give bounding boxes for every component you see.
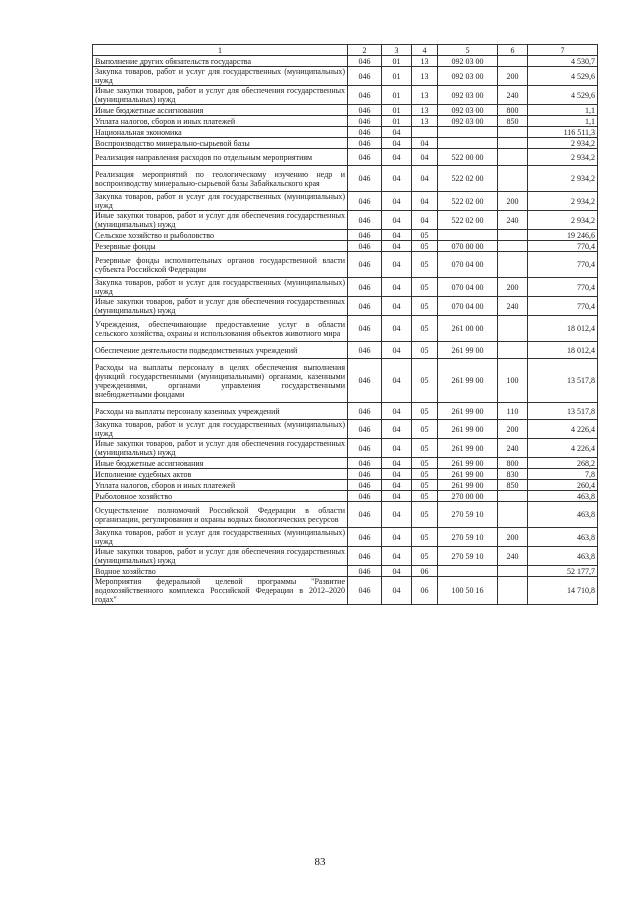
cell-pr: 04 (412, 149, 438, 166)
cell-sum: 770,4 (528, 297, 598, 316)
cell-csr: 092 03 00 (438, 56, 498, 67)
cell-vr: 240 (498, 211, 528, 230)
cell-ved: 046 (348, 138, 382, 149)
cell-csr: 522 02 00 (438, 166, 498, 192)
cell-pr: 05 (412, 359, 438, 403)
cell-pr: 05 (412, 403, 438, 420)
cell-name: Иные бюджетные ассигнования (93, 105, 348, 116)
cell-csr: 261 99 00 (438, 359, 498, 403)
cell-name: Расходы на выплаты персоналу в целях обеспечения выполнения функций государственными (муниципальными) органами, казенными учреждениями, органами управления государственными внебюджетными фондами (93, 359, 348, 403)
cell-name: Иные закупки товаров, работ и услуг для обеспечения государственных (муниципальных) нужд (93, 86, 348, 105)
cell-csr: 100 50 16 (438, 577, 498, 605)
cell-name: Иные закупки товаров, работ и услуг для обеспечения государственных (муниципальных) нужд (93, 211, 348, 230)
cell-vr: 240 (498, 297, 528, 316)
cell-pr: 05 (412, 241, 438, 252)
cell-name: Сельское хозяйство и рыболовство (93, 230, 348, 241)
cell-pr: 05 (412, 278, 438, 297)
cell-name: Рыболовное хозяйство (93, 491, 348, 502)
cell-csr (438, 230, 498, 241)
cell-pr: 05 (412, 252, 438, 278)
cell-sum: 4 226,4 (528, 439, 598, 458)
cell-pr: 05 (412, 342, 438, 359)
cell-pr: 05 (412, 458, 438, 469)
cell-name: Иные бюджетные ассигнования (93, 458, 348, 469)
cell-pr: 05 (412, 297, 438, 316)
cell-vr: 240 (498, 439, 528, 458)
cell-vr (498, 138, 528, 149)
cell-name: Национальная экономика (93, 127, 348, 138)
table-row (93, 252, 598, 278)
table-row (93, 230, 598, 241)
cell-sum: 4 530,7 (528, 56, 598, 67)
cell-vr: 850 (498, 480, 528, 491)
cell-ved: 046 (348, 86, 382, 105)
cell-pr: 06 (412, 566, 438, 577)
cell-pr: 13 (412, 86, 438, 105)
cell-rz: 04 (382, 566, 412, 577)
cell-ved: 046 (348, 480, 382, 491)
cell-name: Обеспечение деятельности подведомственных учреждений (93, 342, 348, 359)
cell-ved: 046 (348, 192, 382, 211)
cell-sum: 2 934,2 (528, 166, 598, 192)
cell-rz: 04 (382, 241, 412, 252)
cell-ved: 046 (348, 241, 382, 252)
cell-vr (498, 241, 528, 252)
cell-csr: 522 02 00 (438, 211, 498, 230)
table-row (93, 403, 598, 420)
cell-csr: 261 99 00 (438, 469, 498, 480)
cell-rz: 04 (382, 149, 412, 166)
cell-csr: 261 99 00 (438, 342, 498, 359)
cell-vr (498, 56, 528, 67)
cell-vr: 800 (498, 458, 528, 469)
cell-csr: 070 04 00 (438, 278, 498, 297)
table-row (93, 211, 598, 230)
cell-csr: 522 02 00 (438, 192, 498, 211)
cell-pr: 13 (412, 116, 438, 127)
cell-sum: 18 012,4 (528, 316, 598, 342)
cell-sum: 4 226,4 (528, 420, 598, 439)
page-number: 83 (314, 856, 326, 868)
cell-name: Выполнение других обязательств государства (93, 56, 348, 67)
cell-rz: 04 (382, 297, 412, 316)
cell-csr: 092 03 00 (438, 105, 498, 116)
cell-ved: 046 (348, 491, 382, 502)
cell-csr: 261 99 00 (438, 480, 498, 491)
cell-ved: 046 (348, 127, 382, 138)
table-row (93, 116, 598, 127)
cell-pr: 05 (412, 480, 438, 491)
cell-sum: 18 012,4 (528, 342, 598, 359)
cell-name: Закупка товаров, работ и услуг для государственных (муниципальных) нужд (93, 278, 348, 297)
header-col-7: 7 (528, 45, 598, 56)
cell-name: Реализация направления расходов по отдельным мероприятиям (93, 149, 348, 166)
cell-vr: 200 (498, 420, 528, 439)
cell-rz: 04 (382, 230, 412, 241)
cell-ved: 046 (348, 439, 382, 458)
header-col-6: 6 (498, 45, 528, 56)
cell-vr: 200 (498, 528, 528, 547)
cell-rz: 04 (382, 439, 412, 458)
cell-name: Закупка товаров, работ и услуг для государственных (муниципальных) нужд (93, 192, 348, 211)
table-row (93, 278, 598, 297)
cell-csr: 270 59 10 (438, 547, 498, 566)
cell-vr: 110 (498, 403, 528, 420)
cell-pr: 05 (412, 502, 438, 528)
cell-rz: 04 (382, 192, 412, 211)
table-row (93, 316, 598, 342)
cell-rz: 01 (382, 67, 412, 86)
header-col-5: 5 (438, 45, 498, 56)
cell-rz: 01 (382, 116, 412, 127)
cell-sum: 2 934,2 (528, 211, 598, 230)
cell-rz: 04 (382, 127, 412, 138)
table-row (93, 577, 598, 605)
cell-sum: 13 517,8 (528, 403, 598, 420)
table-row (93, 458, 598, 469)
table-row (93, 105, 598, 116)
header-col-2: 2 (348, 45, 382, 56)
header-col-4: 4 (412, 45, 438, 56)
cell-pr: 13 (412, 56, 438, 67)
cell-name: Закупка товаров, работ и услуг для государственных (муниципальных) нужд (93, 528, 348, 547)
cell-name: Уплата налогов, сборов и иных платежей (93, 116, 348, 127)
cell-vr: 830 (498, 469, 528, 480)
table-row (93, 359, 598, 403)
cell-sum: 2 934,2 (528, 138, 598, 149)
cell-rz: 01 (382, 86, 412, 105)
cell-pr: 05 (412, 439, 438, 458)
table-row (93, 342, 598, 359)
cell-pr (412, 127, 438, 138)
cell-pr: 05 (412, 420, 438, 439)
cell-ved: 046 (348, 166, 382, 192)
cell-csr (438, 138, 498, 149)
cell-rz: 04 (382, 491, 412, 502)
cell-vr (498, 316, 528, 342)
table-row (93, 149, 598, 166)
cell-sum: 4 529,6 (528, 86, 598, 105)
table-row (93, 439, 598, 458)
cell-name: Закупка товаров, работ и услуг для государственных (муниципальных) нужд (93, 67, 348, 86)
cell-ved: 046 (348, 502, 382, 528)
cell-vr: 240 (498, 86, 528, 105)
cell-name: Закупка товаров, работ и услуг для государственных (муниципальных) нужд (93, 420, 348, 439)
cell-sum: 463,8 (528, 528, 598, 547)
cell-ved: 046 (348, 458, 382, 469)
cell-sum: 463,8 (528, 547, 598, 566)
table-header (93, 45, 598, 56)
cell-csr: 261 00 00 (438, 316, 498, 342)
cell-rz: 01 (382, 56, 412, 67)
cell-name: Иные закупки товаров, работ и услуг для обеспечения государственных (муниципальных) нужд (93, 439, 348, 458)
cell-vr (498, 149, 528, 166)
cell-sum: 463,8 (528, 502, 598, 528)
table-row (93, 67, 598, 86)
cell-name: Осуществление полномочий Российской Федерации в области организации, регулирования и охраны водных биологических ресурсов (93, 502, 348, 528)
cell-sum: 1,1 (528, 105, 598, 116)
cell-sum: 260,4 (528, 480, 598, 491)
cell-name: Учреждения, обеспечивающие предоставление услуг в области сельского хозяйства, охраны и использования объектов животного мира (93, 316, 348, 342)
cell-csr: 270 59 10 (438, 502, 498, 528)
table-row (93, 491, 598, 502)
cell-csr (438, 127, 498, 138)
cell-name: Иные закупки товаров, работ и услуг для обеспечения государственных (муниципальных) нужд (93, 547, 348, 566)
cell-pr: 04 (412, 192, 438, 211)
cell-pr: 04 (412, 211, 438, 230)
table-row (93, 547, 598, 566)
cell-ved: 046 (348, 105, 382, 116)
cell-ved: 046 (348, 403, 382, 420)
header-col-3: 3 (382, 45, 412, 56)
cell-ved: 046 (348, 359, 382, 403)
cell-rz: 04 (382, 458, 412, 469)
table-row (93, 86, 598, 105)
cell-pr: 05 (412, 547, 438, 566)
cell-vr (498, 566, 528, 577)
cell-ved: 046 (348, 469, 382, 480)
cell-rz: 01 (382, 105, 412, 116)
table-row (93, 528, 598, 547)
cell-csr: 070 04 00 (438, 297, 498, 316)
table-row (93, 469, 598, 480)
cell-name: Резервные фонды (93, 241, 348, 252)
cell-ved: 046 (348, 577, 382, 605)
cell-rz: 04 (382, 577, 412, 605)
cell-name: Мероприятия федеральной целевой программы "Развитие водохозяйственного комплекса Российской Федерации в 2012–2020 годах" (93, 577, 348, 605)
cell-name: Иные закупки товаров, работ и услуг для обеспечения государственных (муниципальных) нужд (93, 297, 348, 316)
cell-rz: 04 (382, 342, 412, 359)
cell-sum: 7,8 (528, 469, 598, 480)
cell-rz: 04 (382, 403, 412, 420)
cell-vr: 200 (498, 67, 528, 86)
cell-vr (498, 127, 528, 138)
header-row (93, 45, 598, 56)
cell-sum: 463,8 (528, 491, 598, 502)
cell-rz: 04 (382, 469, 412, 480)
table-body (93, 56, 598, 605)
cell-rz: 04 (382, 166, 412, 192)
cell-sum: 14 710,8 (528, 577, 598, 605)
table-row (93, 566, 598, 577)
cell-name: Воспроизводство минерально-сырьевой базы (93, 138, 348, 149)
cell-vr (498, 491, 528, 502)
cell-sum: 2 934,2 (528, 149, 598, 166)
cell-csr: 270 00 00 (438, 491, 498, 502)
cell-rz: 04 (382, 480, 412, 491)
cell-vr (498, 166, 528, 192)
cell-vr: 200 (498, 192, 528, 211)
cell-csr: 261 99 00 (438, 439, 498, 458)
cell-pr: 04 (412, 166, 438, 192)
cell-csr: 092 03 00 (438, 67, 498, 86)
cell-pr: 05 (412, 528, 438, 547)
cell-pr: 05 (412, 469, 438, 480)
cell-csr: 261 99 00 (438, 458, 498, 469)
table-row (93, 241, 598, 252)
cell-pr: 05 (412, 316, 438, 342)
table-row (93, 166, 598, 192)
table-row (93, 297, 598, 316)
cell-ved: 046 (348, 230, 382, 241)
cell-name: Резервные фонды исполнительных органов государственной власти субъекта Российской Федерации (93, 252, 348, 278)
cell-vr (498, 230, 528, 241)
cell-rz: 04 (382, 316, 412, 342)
cell-rz: 04 (382, 359, 412, 403)
cell-ved: 046 (348, 566, 382, 577)
cell-ved: 046 (348, 278, 382, 297)
cell-vr (498, 252, 528, 278)
cell-ved: 046 (348, 211, 382, 230)
cell-ved: 046 (348, 528, 382, 547)
cell-vr: 850 (498, 116, 528, 127)
cell-rz: 04 (382, 502, 412, 528)
cell-ved: 046 (348, 547, 382, 566)
cell-pr: 05 (412, 230, 438, 241)
cell-vr: 240 (498, 547, 528, 566)
table-row (93, 502, 598, 528)
table-row (93, 480, 598, 491)
cell-name: Реализация мероприятий по геологическому изучению недр и воспроизводству минерально-сырьевой базы Забайкальского края (93, 166, 348, 192)
cell-ved: 046 (348, 149, 382, 166)
cell-vr: 800 (498, 105, 528, 116)
cell-sum: 19 246,6 (528, 230, 598, 241)
cell-sum: 268,2 (528, 458, 598, 469)
cell-pr: 13 (412, 67, 438, 86)
cell-vr: 200 (498, 278, 528, 297)
cell-sum: 770,4 (528, 278, 598, 297)
cell-rz: 04 (382, 252, 412, 278)
cell-ved: 046 (348, 297, 382, 316)
cell-rz: 04 (382, 547, 412, 566)
cell-csr: 092 03 00 (438, 86, 498, 105)
cell-ved: 046 (348, 342, 382, 359)
budget-table (92, 44, 598, 605)
cell-vr (498, 342, 528, 359)
cell-vr (498, 502, 528, 528)
table-row (93, 56, 598, 67)
cell-sum: 2 934,2 (528, 192, 598, 211)
cell-csr: 092 03 00 (438, 116, 498, 127)
cell-csr: 070 04 00 (438, 252, 498, 278)
cell-csr: 270 59 10 (438, 528, 498, 547)
cell-ved: 046 (348, 252, 382, 278)
cell-ved: 046 (348, 316, 382, 342)
cell-pr: 04 (412, 138, 438, 149)
cell-sum: 13 517,8 (528, 359, 598, 403)
cell-pr: 05 (412, 491, 438, 502)
cell-name: Уплата налогов, сборов и иных платежей (93, 480, 348, 491)
cell-name: Расходы на выплаты персоналу казенных учреждений (93, 403, 348, 420)
cell-csr: 522 00 00 (438, 149, 498, 166)
cell-pr: 06 (412, 577, 438, 605)
cell-vr: 100 (498, 359, 528, 403)
cell-csr: 261 99 00 (438, 403, 498, 420)
cell-csr: 261 99 00 (438, 420, 498, 439)
table-row (93, 420, 598, 439)
cell-pr: 13 (412, 105, 438, 116)
cell-rz: 04 (382, 211, 412, 230)
cell-name: Исполнение судебных актов (93, 469, 348, 480)
table-row (93, 127, 598, 138)
cell-sum: 770,4 (528, 252, 598, 278)
table-row (93, 192, 598, 211)
cell-csr: 070 00 00 (438, 241, 498, 252)
cell-sum: 52 177,7 (528, 566, 598, 577)
cell-sum: 1,1 (528, 116, 598, 127)
cell-rz: 04 (382, 278, 412, 297)
cell-sum: 116 511,3 (528, 127, 598, 138)
header-col-1: 1 (93, 45, 348, 56)
cell-sum: 4 529,6 (528, 67, 598, 86)
cell-rz: 04 (382, 420, 412, 439)
cell-ved: 046 (348, 116, 382, 127)
cell-ved: 046 (348, 67, 382, 86)
cell-ved: 046 (348, 56, 382, 67)
cell-csr (438, 566, 498, 577)
cell-name: Водное хозяйство (93, 566, 348, 577)
cell-sum: 770,4 (528, 241, 598, 252)
cell-vr (498, 577, 528, 605)
cell-ved: 046 (348, 420, 382, 439)
cell-rz: 04 (382, 528, 412, 547)
cell-rz: 04 (382, 138, 412, 149)
table-row (93, 138, 598, 149)
